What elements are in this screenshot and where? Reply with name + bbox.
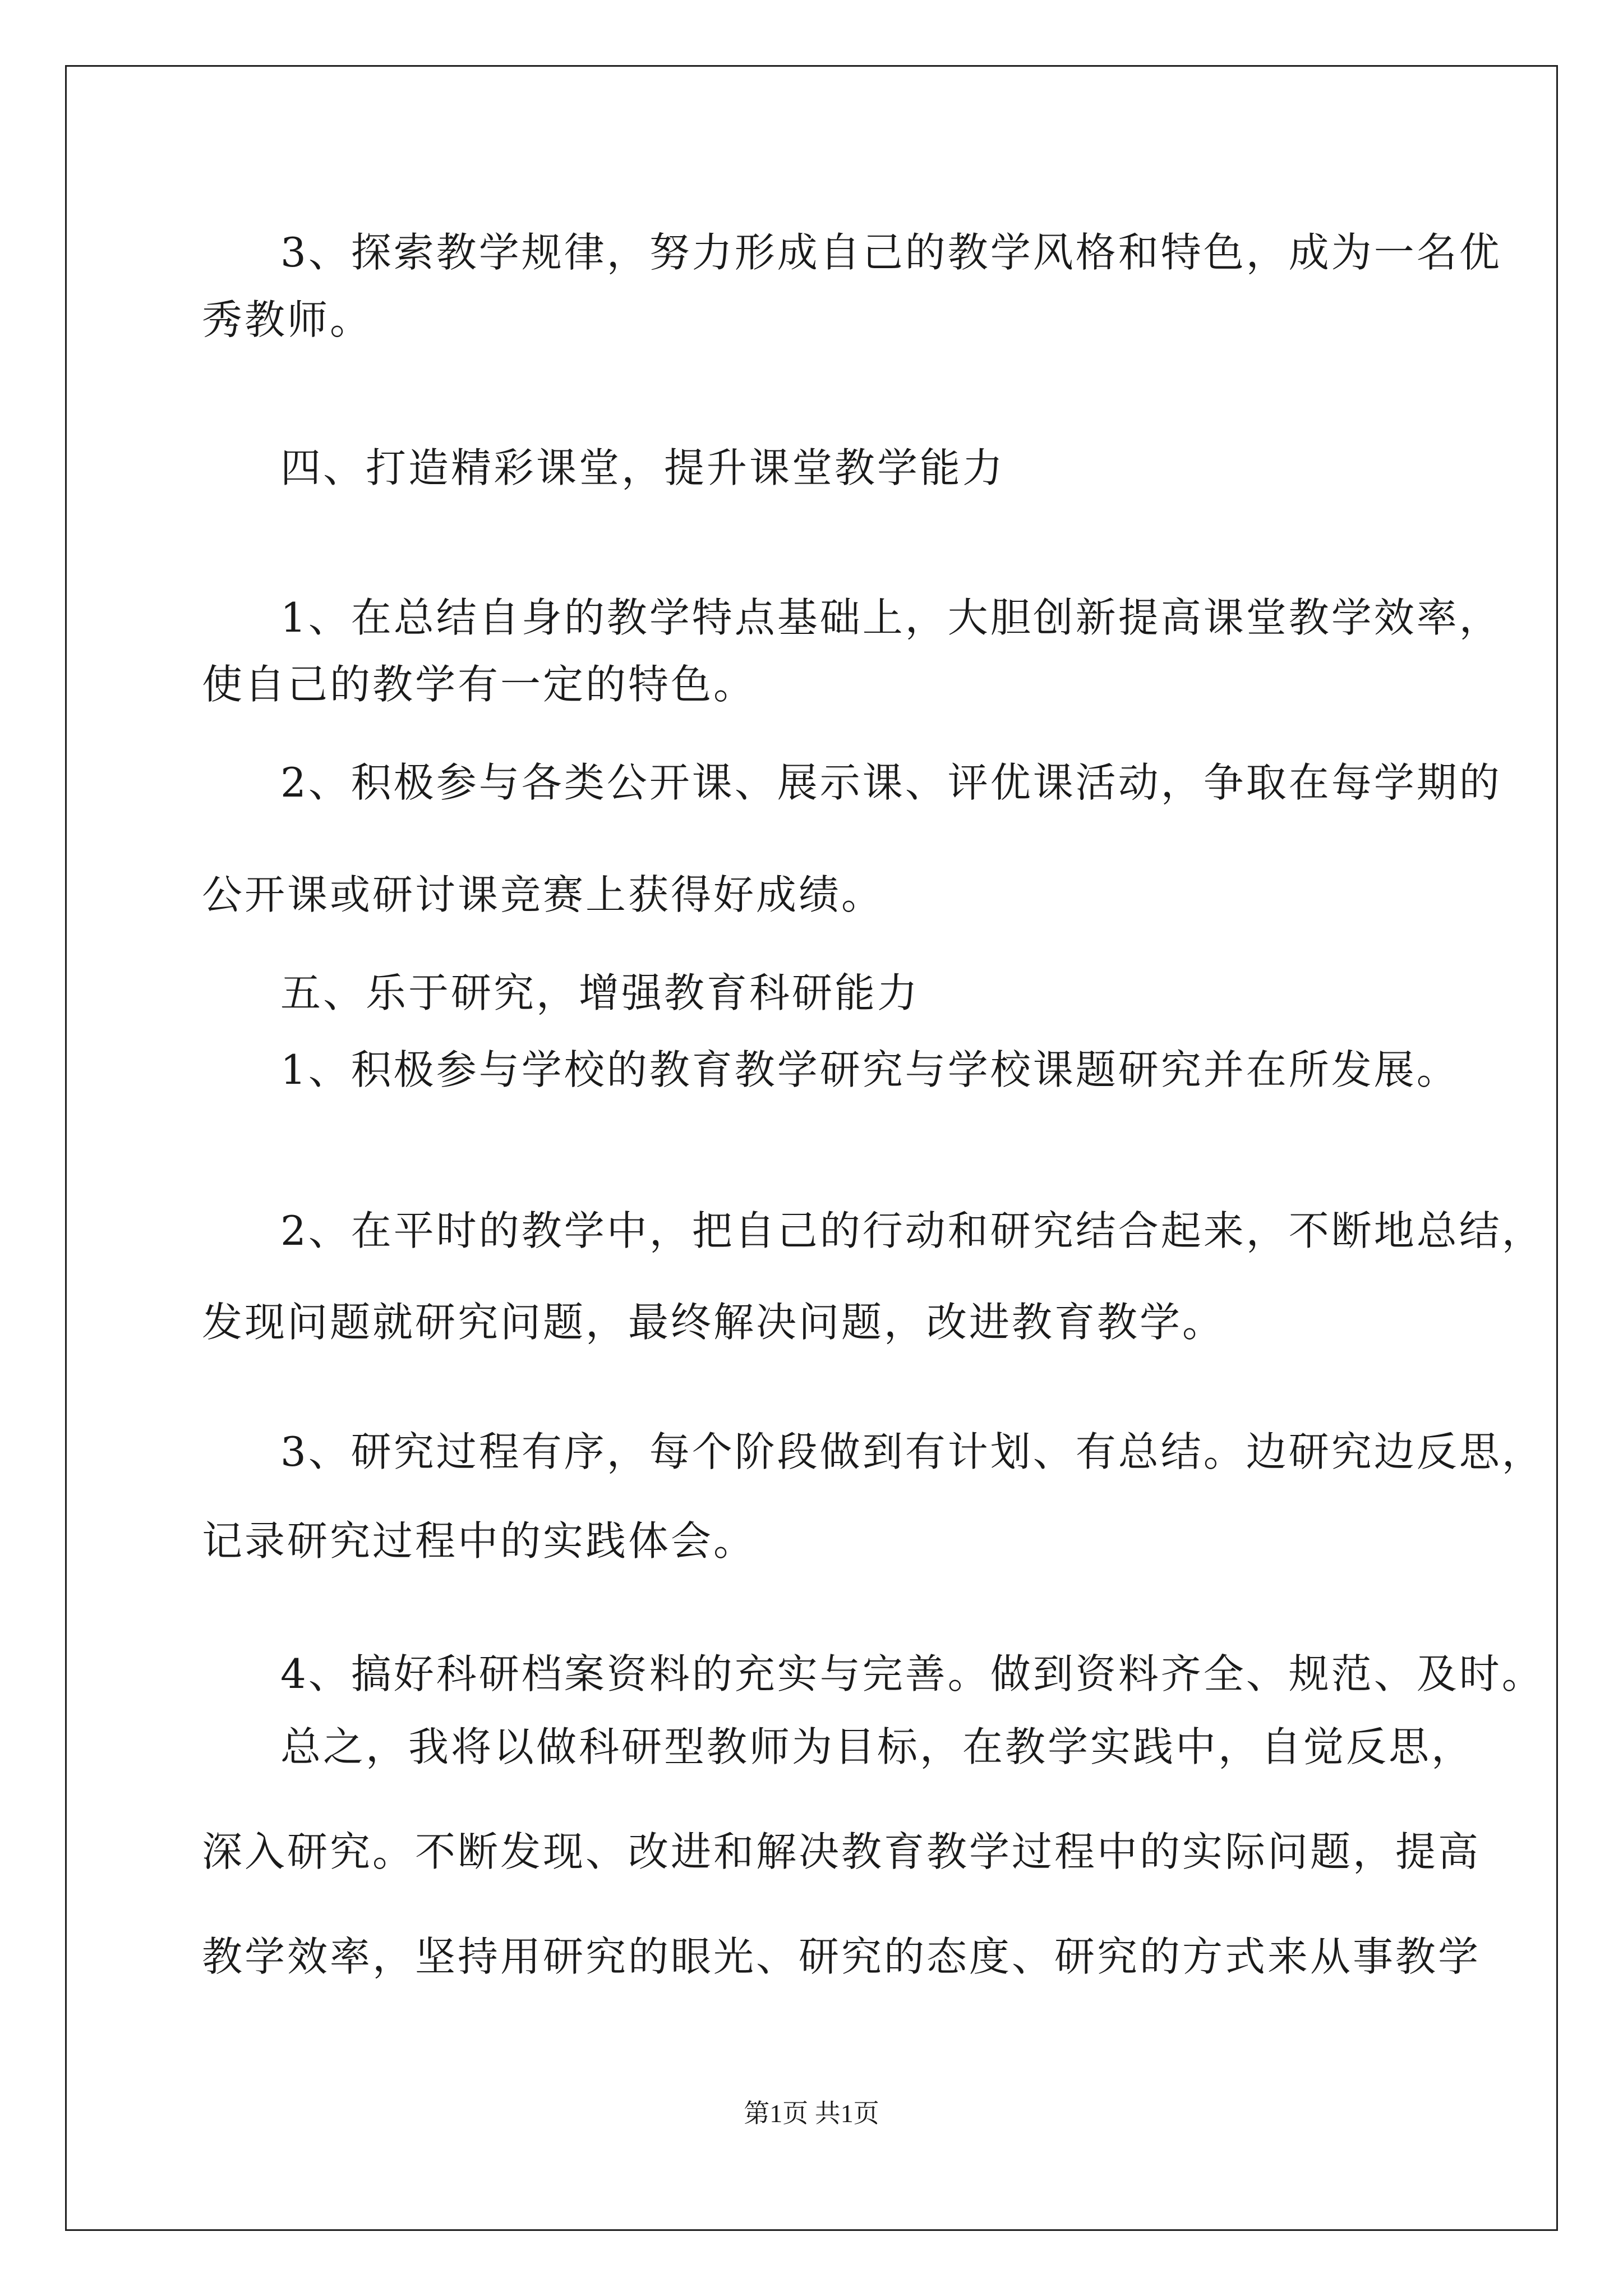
paragraph-line: 3、探索教学规律，努力形成自己的教学风格和特色，成为一名优 [280,229,1502,276]
paragraph-line: 总之，我将以做科研型教师为目标，在教学实践中，自觉反思， [280,1723,1474,1770]
paragraph-line: 教学效率，坚持用研究的眼光、研究的态度、研究的方式来从事教学 [202,1933,1481,1980]
paragraph-line: 秀教师。 [202,296,373,343]
paragraph-line: 3、研究过程有序，每个阶段做到有计划、有总结。边研究边反思， [280,1428,1544,1475]
paragraph-line: 1、在总结自身的教学特点基础上，大胆创新提高课堂教学效率， [280,594,1502,641]
paragraph-line: 公开课或研讨课竞赛上获得好成绩。 [202,871,884,918]
paragraph-line: 使自己的教学有一定的特色。 [202,661,757,708]
paragraph-line: 深入研究。不断发现、改进和解决教育教学过程中的实际问题，提高 [202,1828,1481,1875]
paragraph-line: 1、积极参与学校的教育教学研究与学校课题研究并在所发展。 [280,1046,1459,1093]
paragraph-line: 4、搞好科研档案资料的充实与完善。做到资料齐全、规范、及时。 [280,1650,1544,1697]
page-number-footer: 第1页 共1页 [744,2099,879,2128]
paragraph-line: 2、积极参与各类公开课、展示课、评优课活动，争取在每学期的 [280,759,1502,806]
paragraph-line: 发现问题就研究问题，最终解决问题，改进教育教学。 [202,1299,1225,1346]
section-heading: 五、乐于研究，增强教育科研能力 [280,969,920,1016]
paragraph-line: 记录研究过程中的实践体会。 [202,1517,757,1565]
page-border [65,65,1558,2231]
section-heading: 四、打造精彩课堂，提升课堂教学能力 [280,444,1006,491]
paragraph-line: 2、在平时的教学中，把自己的行动和研究结合起来，不断地总结， [280,1207,1544,1254]
